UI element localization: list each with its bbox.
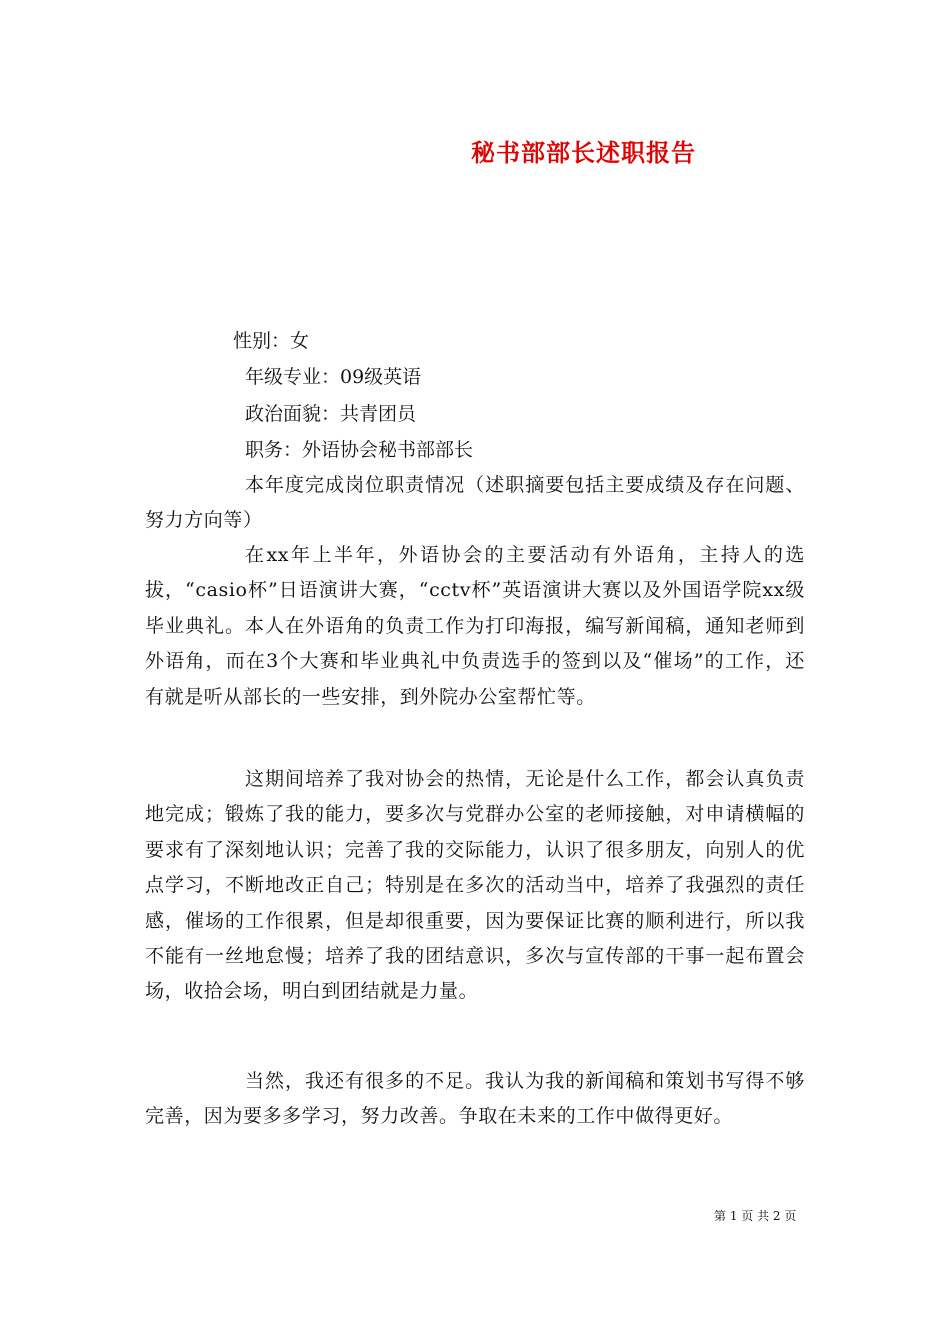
field-political-status: 政治面貌：共青团员 [245,403,417,425]
field-gender: 性别：女 [233,330,310,352]
body-paragraph: 在xx年上半年，外语协会的主要活动有外语角，主持人的选拔，“casio杯”日语演讲大赛，“cctv杯”英语演讲大赛以及外国语学院xx级毕业典礼。本人在外语角的负责工作为打印海报，编写新闻稿，通知老师到外语角，而在3个大赛和毕业典礼中负责选手的签到以及“催场”的工作，还有就是听从部长的一些安排，到外院办公室帮忙等。 [145,544,805,708]
field-grade-major: 年级专业：09级英语 [245,366,422,388]
page-footer: 第 1 页 共 2 页 [714,1209,797,1223]
paragraph-block-2 [145,762,805,1010]
body-paragraph: 当然，我还有很多的不足。我认为我的新闻稿和策划书写得不够完善，因为要多多学习，努力改善。争取在未来的工作中做得更好。 [145,1070,805,1128]
body-paragraph: 这期间培养了我对协会的热情，无论是什么工作，都会认真负责地完成；锻炼了我的能力，要多次与党群办公室的老师接触，对申请横幅的要求有了深刻地认识；完善了我的交际能力，认识了很多朋友，向别人的优点学习，不断地改正自己；特别是在多次的活动当中，培养了我强烈的责任感，催场的工作很累，但是却很重要，因为要保证比赛的顺利进行，所以我不能有一丝地怠慢；培养了我的团结意识，多次与宣传部的干事一起布置会场，收拾会场，明白到团结就是力量。 [145,768,805,1003]
paragraph-block-3 [145,1064,805,1135]
document-title: 秘书部部长述职报告 [471,138,696,167]
field-position: 职务：外语协会秘书部部长 [245,439,474,461]
summary-heading: 本年度完成岗位职责情况（述职摘要包括主要成绩及存在问题、努力方向等） [145,474,805,532]
paragraph-block-1 [145,538,805,715]
summary-heading-block [145,468,805,539]
